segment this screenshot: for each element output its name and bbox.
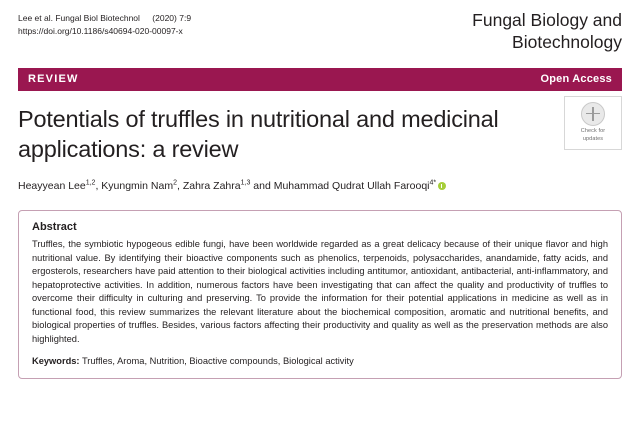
crossmark-line2: updates: [582, 135, 604, 142]
journal-title: Fungal Biology and Biotechnology: [472, 10, 622, 52]
citation-source: Lee et al. Fungal Biol Biotechnol: [18, 13, 140, 23]
crossmark-icon: [581, 102, 605, 126]
author-names: Heayyean Lee$^{1,2}$, Kyungmin Nam$^2$, Zahra Zahra$^{1,3}$ and Muhammad Qudrat Ullah Farooqi$^{4*}$: [18, 179, 437, 193]
article-type-label: REVIEW: [28, 73, 79, 86]
citation-block: [18, 10, 191, 38]
keywords-label: Keywords:: [32, 355, 80, 366]
crossmark-badge[interactable]: [564, 96, 622, 150]
citation-line: [18, 12, 191, 25]
citation-volume: (2020) 7:9: [152, 13, 192, 23]
page-title: Potentials of truffles in nutritional and medicinal applications: a review: [18, 105, 499, 163]
author-list: [18, 179, 556, 194]
abstract-section: [18, 210, 622, 379]
keywords-value: Truffles, Aroma, Nutrition, Bioactive compounds, Biological activity: [81, 355, 354, 366]
keywords-line: [32, 356, 608, 366]
crossmark-line1: Check for: [580, 127, 606, 134]
orcid-icon[interactable]: [438, 182, 446, 190]
article-type-banner: [18, 68, 622, 91]
masthead: [18, 0, 622, 54]
title-area: [18, 104, 622, 194]
abstract-text: Truffles, the symbiotic hypogeous edible fungi, have been worldwide regarded as a great delicacy because of their unique flavor and high nutritional value. By identifying their bioactive components such as phenolics, terpenoids, polysaccharides, anandamide, fatty acids, and ergosterols, researchers have paid attention to their biological activities including antitumor, antioxidant, antibacterial, anti-inflammatory, and hepatoprotective activities. In addition, numerous factors have been investigating that can affect the quality and productivity of truffles to overcome their difficulty in culturing and preserving. To provide the information for their potential applications in medicine as well as in functional food, this review summarizes the relevant literature about the biochemical composition, aromatic and nutritional benefits, and biological properties of truffles. Besides, various factors affecting their productivity and quality as well as the preservation methods are also highlighted.: [32, 239, 608, 344]
open-access-label: Open Access: [540, 73, 612, 86]
abstract-heading: Abstract: [32, 221, 77, 234]
doi-link[interactable]: https://doi.org/10.1186/s40694-020-00097-x: [18, 25, 183, 36]
